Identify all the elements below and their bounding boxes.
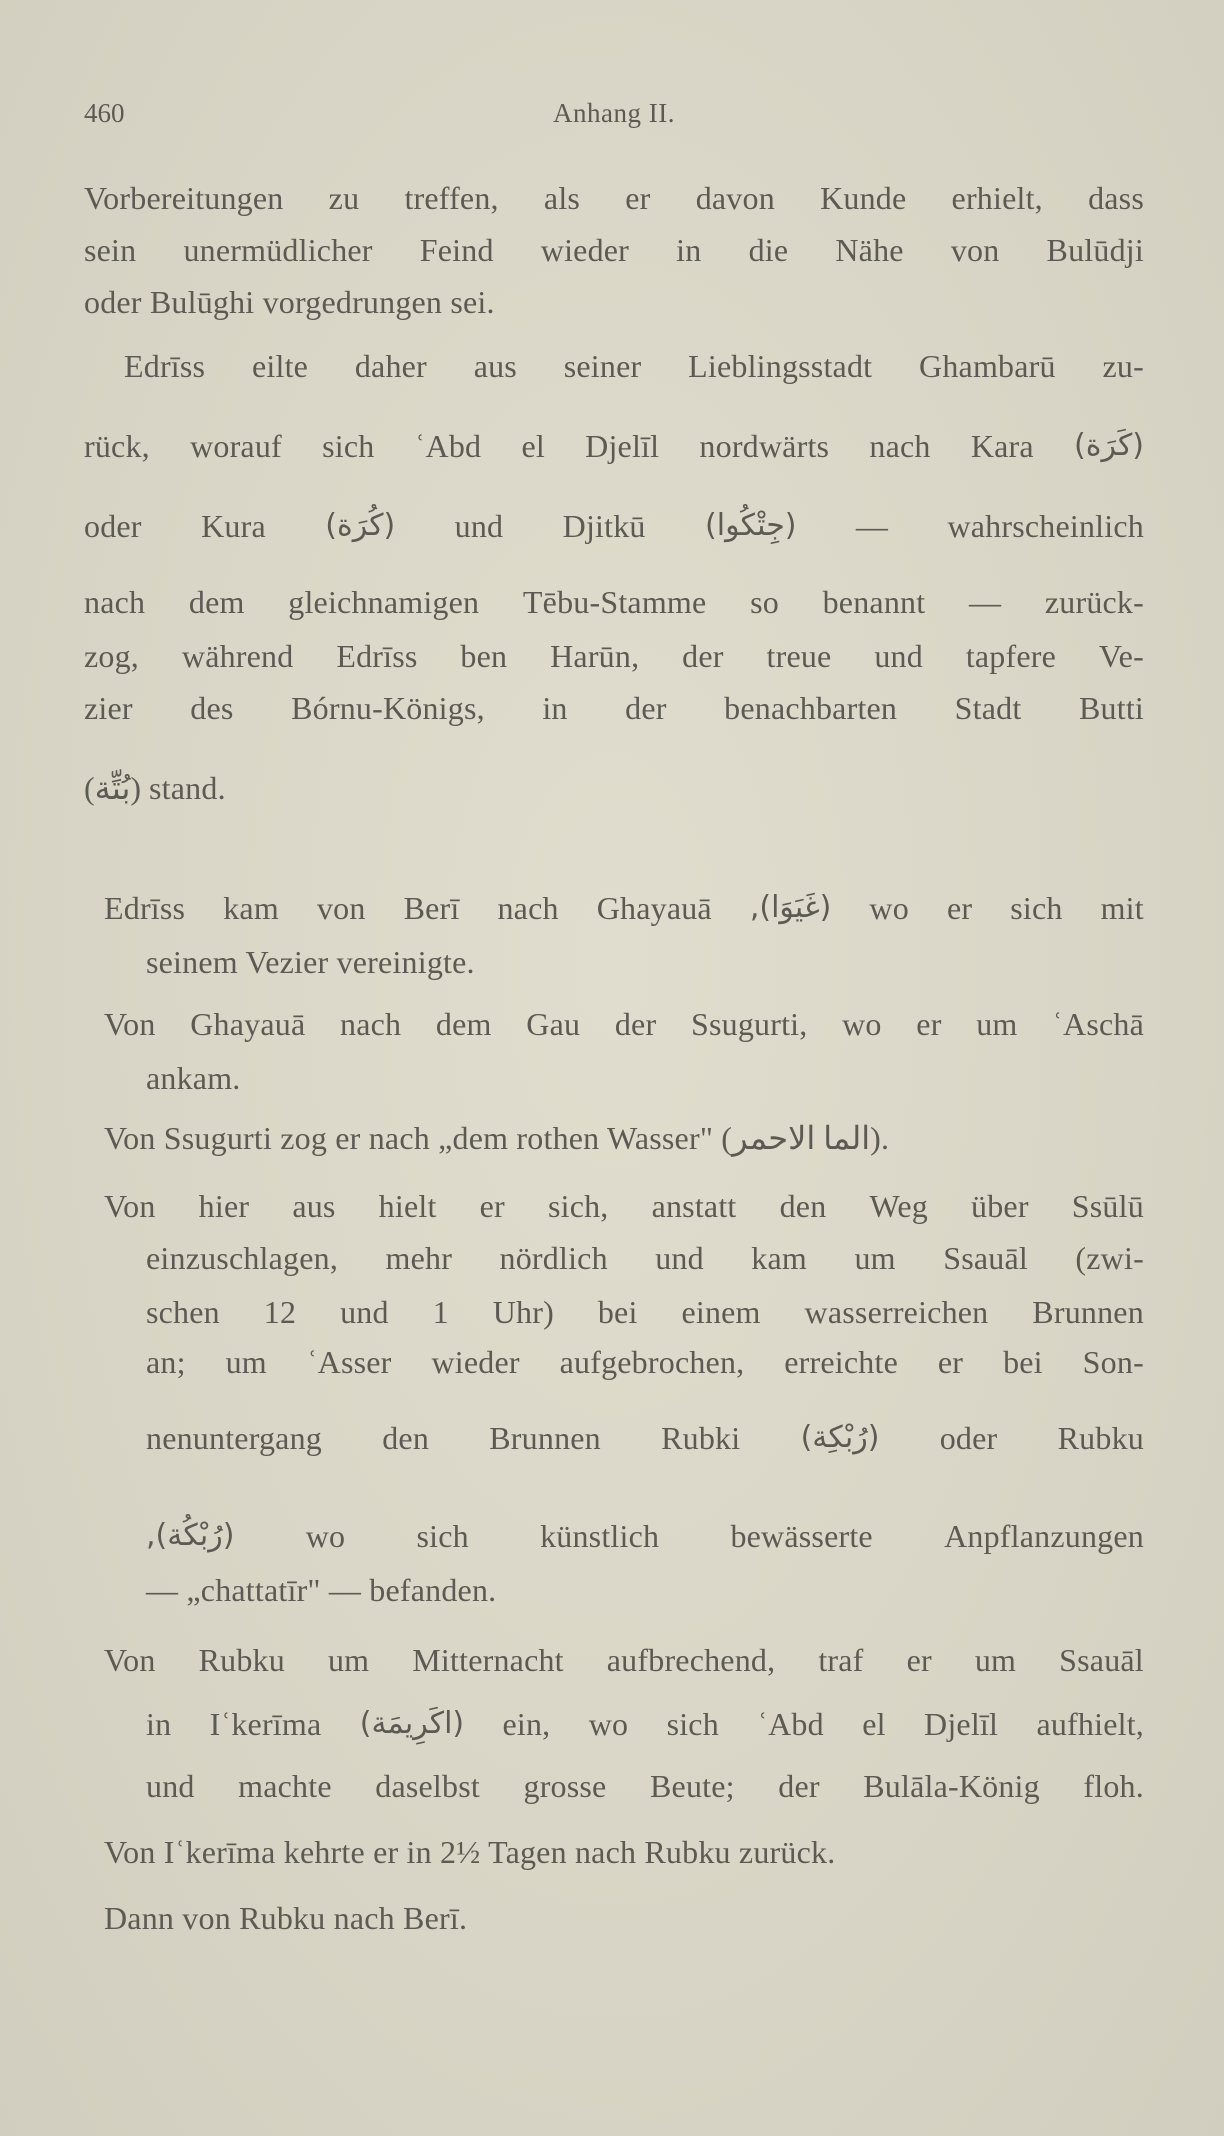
- text-line: Von hier aus hielt er sich, anstatt den Weg über Ssūlū: [104, 1188, 1144, 1224]
- text-line: Dann von Rubku nach Berī.: [104, 1900, 468, 1936]
- text-line: und machte daselbst grosse Beute; der Bulāla-König floh.: [146, 1768, 1144, 1804]
- text-line: — „chattatīr" — befanden.: [146, 1572, 497, 1608]
- text-line: zier des Bórnu-Königs, in der benachbarten Stadt Butti: [84, 690, 1144, 726]
- text-line: oder Kura (كُرَة) und Djitkū (جِتْكُوا) — wahrscheinlich: [84, 508, 1144, 544]
- text-line: schen 12 und 1 Uhr) bei einem wasserreichen Brunnen: [146, 1294, 1144, 1330]
- text-line: Edrīss kam von Berī nach Ghayauā (غَيَوَا), wo er sich mit: [104, 890, 1144, 926]
- text-line: Von Rubku um Mitternacht aufbrechend, traf er um Ssauāl: [104, 1642, 1144, 1678]
- running-head: Anhang II.: [553, 98, 675, 128]
- page-header: [84, 98, 1144, 138]
- text-line: Von Iʿkerīma kehrte er in 2½ Tagen nach Rubku zurück.: [104, 1834, 836, 1870]
- text-line: seinem Vezier vereinigte.: [146, 944, 475, 980]
- text-line: an; um ʿAsser wieder aufgebrochen, erreichte er bei Son-: [146, 1344, 1144, 1380]
- text-line: (رُبْكُة), wo sich künstlich bewässerte Anpflanzungen: [146, 1518, 1144, 1554]
- text-line: rück, worauf sich ʿAbd el Djelīl nordwärts nach Kara (كَرَة): [84, 428, 1144, 464]
- text-line: Edrīss eilte daher aus seiner Lieblingsstadt Ghambarū zu-: [124, 348, 1144, 384]
- text-line: Von Ssugurti zog er nach „dem rothen Wasser" (الما الاحمر).: [104, 1120, 890, 1156]
- text-line: Vorbereitungen zu treffen, als er davon Kunde erhielt, dass: [84, 180, 1144, 216]
- text-line: nenuntergang den Brunnen Rubki (رُبْكِة) oder Rubku: [146, 1420, 1144, 1456]
- text-line: zog, während Edrīss ben Harūn, der treue und tapfere Ve-: [84, 638, 1144, 674]
- text-line: einzuschlagen, mehr nördlich und kam um Ssauāl (zwi-: [146, 1240, 1144, 1276]
- text-line: oder Bulūghi vorgedrungen sei.: [84, 284, 495, 320]
- text-line: sein unermüdlicher Feind wieder in die Nähe von Bulūdji: [84, 232, 1144, 268]
- page-number: 460: [84, 98, 125, 128]
- text-line: ankam.: [146, 1060, 241, 1096]
- text-line: in Iʿkerīma (اكَرِيمَة) ein, wo sich ʿAbd el Djelīl aufhielt,: [146, 1706, 1144, 1742]
- text-line: (بُتِّة) stand.: [84, 770, 226, 806]
- text-line: Von Ghayauā nach dem Gau der Ssugurti, wo er um ʿAschā: [104, 1006, 1144, 1042]
- text-line: nach dem gleichnamigen Tēbu-Stamme so benannt — zurück-: [84, 584, 1144, 620]
